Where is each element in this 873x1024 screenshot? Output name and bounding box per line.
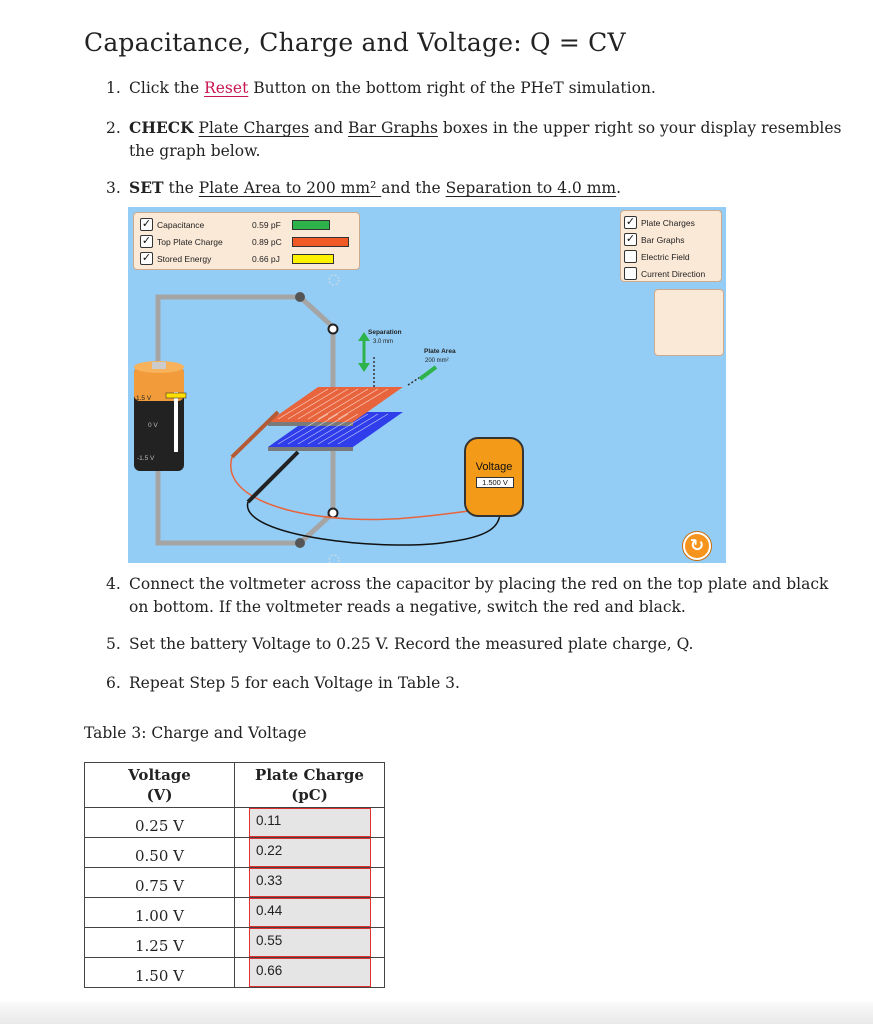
- separation-label: Separation: [368, 329, 402, 336]
- header-label: Plate Charge: [255, 766, 364, 784]
- bottom-wire: [158, 469, 333, 543]
- plate-area-value: 200 mm²: [425, 358, 449, 364]
- phet-simulation[interactable]: [128, 207, 726, 563]
- meter-value: 0.89 pC: [252, 236, 282, 247]
- top-terminal: [329, 325, 338, 334]
- step-number: 3.: [106, 179, 121, 197]
- header-unit: (V): [146, 786, 173, 804]
- step-number: 5.: [106, 635, 121, 653]
- meter-label: Top Plate Charge: [157, 236, 223, 247]
- charge-input[interactable]: 0.33: [249, 868, 371, 897]
- switch-alt-bottom[interactable]: [329, 555, 339, 563]
- reset-all-button[interactable]: ↻: [683, 532, 711, 560]
- separation-value: 3.0 mm: [373, 339, 394, 345]
- table-row: [85, 868, 385, 898]
- charge-input[interactable]: 0.66: [249, 958, 371, 987]
- voltage-cell: 0.25 V: [85, 808, 235, 838]
- reset-link[interactable]: Reset: [204, 79, 249, 97]
- step-text: .: [616, 179, 622, 197]
- meter-value: 0.66 pJ: [252, 253, 280, 264]
- electric-field-checkbox[interactable]: [624, 250, 637, 263]
- step-text-line2: on bottom. If the voltmeter reads a negative, switch the red and black.: [129, 598, 686, 616]
- charge-input[interactable]: 0.55: [249, 928, 371, 957]
- step-text: Button on the bottom right of the PHeT simulation.: [248, 79, 656, 97]
- separation-ref: Separation to 4.0 mm: [445, 179, 617, 197]
- header-unit: (pC): [291, 786, 328, 804]
- table-row: [85, 808, 385, 838]
- voltage-cell: 1.25 V: [85, 928, 235, 958]
- charge-voltage-table: [84, 762, 385, 988]
- top-plate-edge: [268, 422, 353, 426]
- step-number: 4.: [106, 575, 121, 593]
- switch-node-bottom[interactable]: [295, 538, 305, 548]
- table-row: [85, 928, 385, 958]
- charge-input[interactable]: 0.11: [249, 808, 371, 837]
- step-number: 6.: [106, 674, 121, 692]
- stored-energy-bar: [292, 254, 334, 264]
- page-title: Capacitance, Charge and Voltage: Q = CV: [84, 28, 626, 57]
- option-label: Current Direction: [641, 268, 706, 279]
- top-wire: [158, 297, 333, 377]
- top-plate-charge-row: [140, 234, 349, 249]
- option-label: Bar Graphs: [641, 234, 685, 245]
- meter-label: Capacitance: [157, 219, 205, 230]
- plate-charge-header: [235, 763, 385, 808]
- plate-area-arrow[interactable]: [420, 367, 436, 379]
- meter-value: 0.59 pF: [252, 219, 281, 230]
- current-direction-checkbox[interactable]: [624, 267, 637, 280]
- capacitance-bar: [292, 220, 330, 230]
- step-keyword: SET: [129, 178, 164, 197]
- voltage-cell: 0.50 V: [85, 838, 235, 868]
- voltmeter-readout: 1.500 V: [476, 477, 514, 488]
- stored-energy-row: [140, 251, 334, 266]
- charge-cell: [235, 838, 385, 868]
- black-probe[interactable]: [248, 452, 298, 502]
- capacitance-checkbox[interactable]: ✓: [141, 218, 152, 230]
- header-label: Voltage: [128, 766, 191, 784]
- step-text: Repeat Step 5 for each Voltage in Table 3.: [129, 674, 460, 692]
- step-1: [106, 77, 846, 100]
- step-number: 2.: [106, 119, 121, 137]
- step-3: [106, 176, 846, 200]
- step-text: and the: [381, 179, 446, 197]
- voltage-cell: 1.00 V: [85, 898, 235, 928]
- electric-field-option[interactable]: [624, 249, 690, 264]
- empty-panel: [654, 289, 724, 356]
- step-text: and: [309, 119, 349, 137]
- step-text: Click the: [129, 79, 205, 97]
- charge-cell: [235, 808, 385, 838]
- red-probe-wire: [231, 457, 493, 520]
- meter-label: Stored Energy: [157, 253, 212, 264]
- step-text: the: [163, 179, 199, 197]
- battery-slider-track: [174, 392, 178, 452]
- footer-bar: [0, 1002, 873, 1024]
- option-label: Electric Field: [641, 251, 690, 262]
- step-number: 1.: [106, 79, 121, 97]
- voltmeter-label: Voltage: [475, 461, 513, 473]
- battery-slider-knob[interactable]: [166, 393, 186, 398]
- charge-input[interactable]: 0.22: [249, 838, 371, 867]
- bar-graphs-ref: Bar Graphs: [348, 119, 438, 137]
- table-row: [85, 898, 385, 928]
- current-direction-option[interactable]: [624, 266, 705, 281]
- plate-area-ref: Plate Area to 200 mm²: [198, 179, 382, 197]
- voltage-header: [85, 763, 235, 808]
- step-4: [106, 573, 846, 619]
- capacitance-row: [140, 217, 330, 232]
- step-6: [106, 672, 846, 695]
- table-row: [85, 958, 385, 988]
- charge-cell: [235, 928, 385, 958]
- voltage-cell: 0.75 V: [85, 868, 235, 898]
- plate-charges-ref: Plate Charges: [198, 119, 310, 137]
- step-5: [106, 633, 846, 656]
- stored-energy-checkbox[interactable]: ✓: [141, 252, 152, 264]
- battery-zero-label: 0 V: [148, 422, 158, 429]
- bottom-terminal: [329, 509, 338, 518]
- bar-graphs-option[interactable]: [624, 232, 684, 247]
- step-2: [106, 116, 846, 163]
- display-options-panel: [620, 210, 722, 282]
- bottom-plate-edge: [268, 447, 353, 451]
- charge-cell: [235, 868, 385, 898]
- bar-graphs-checkbox[interactable]: ✓: [625, 233, 636, 245]
- table-header-row: [85, 763, 385, 808]
- battery-terminal: [152, 362, 166, 369]
- charge-cell: [235, 898, 385, 928]
- black-probe-wire: [248, 502, 500, 545]
- separation-arrow-down: [358, 363, 370, 372]
- meter-panel: [133, 212, 360, 270]
- battery-min-label: -1.5 V: [137, 455, 155, 462]
- option-label: Plate Charges: [641, 217, 695, 228]
- battery-max-label: 1.5 V: [136, 395, 152, 402]
- plate-area-label: Plate Area: [424, 348, 456, 355]
- step-keyword: CHECK: [129, 118, 194, 137]
- table-caption: Table 3: Charge and Voltage: [84, 724, 307, 742]
- top-plate-charge-bar: [292, 237, 349, 247]
- table-row: [85, 838, 385, 868]
- step-text: boxes in the upper right so your display resembles: [437, 119, 842, 137]
- voltmeter[interactable]: [464, 437, 524, 517]
- switch-alt-top[interactable]: [329, 275, 339, 285]
- step-text-line2: the graph below.: [129, 142, 261, 160]
- step-text: Set the battery Voltage to 0.25 V. Record the measured plate charge, Q.: [129, 635, 694, 653]
- plate-charges-checkbox[interactable]: ✓: [625, 216, 636, 228]
- top-plate-charge-checkbox[interactable]: ✓: [141, 235, 152, 247]
- charge-cell: [235, 958, 385, 988]
- charge-input[interactable]: 0.44: [249, 898, 371, 927]
- switch-node-top[interactable]: [295, 292, 305, 302]
- plate-charges-option[interactable]: [624, 215, 695, 230]
- voltage-cell: 1.50 V: [85, 958, 235, 988]
- step-text: Connect the voltmeter across the capacitor by placing the red on the top plate and black: [129, 575, 829, 593]
